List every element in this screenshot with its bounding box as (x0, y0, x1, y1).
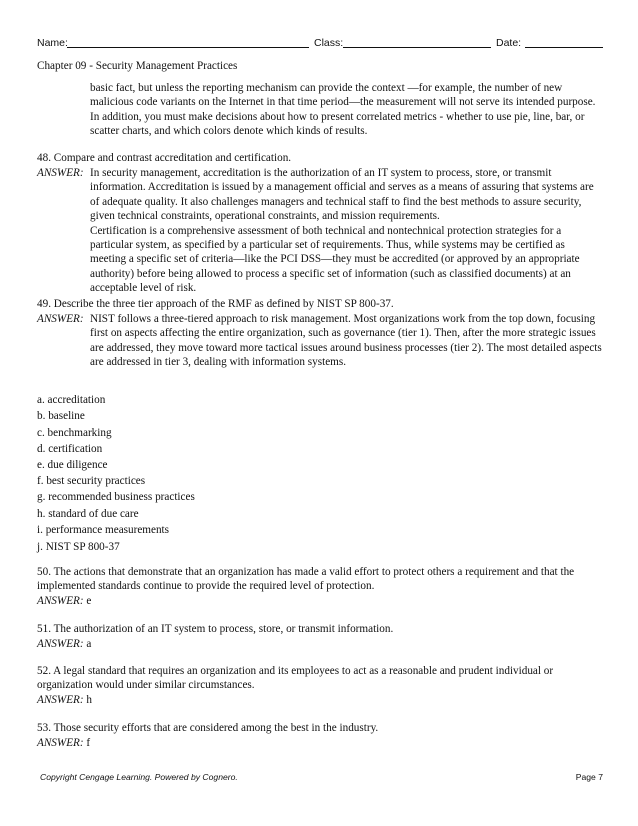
question-49: 49. Describe the three tier approach of the RMF as defined by NIST SP 800-37. (37, 298, 394, 310)
option-item: b. baseline (37, 410, 85, 422)
continuation-paragraph (90, 81, 603, 139)
answer-label-52: ANSWER: (37, 694, 84, 706)
answer-49 (90, 312, 603, 370)
option-item: h. standard of due care (37, 508, 139, 520)
option-item: f. best security practices (37, 475, 146, 487)
option-item: j. NIST SP 800-37 (37, 541, 120, 553)
answer-52 (37, 693, 603, 707)
option-item: a. accreditation (37, 394, 106, 406)
page-footer (40, 771, 603, 784)
date-blank-line (525, 47, 603, 48)
copyright-text: Copyright Cengage Learning. Powered by Cognero. (40, 772, 238, 782)
question-50: 50. The actions that demonstrate that an organization has made a valid effort to protect others a requirement and that the implemented standards continue to provide the required level of protection. (37, 566, 575, 593)
answer-48-paragraph-2: Certification is a comprehensive assessment of both technical and nontechnical protection strategies for a particular system, as specified by a particular set of requirements. Thus, while systems may be certified as meeting a specific set of criteria—like the PCI DSS—they must be accredited (or approved by an appropriate authority) before being allowed to process a specific set of information (such as classified documents) at an acceptable level of risk. (90, 224, 580, 295)
answer-value-51: a (86, 638, 92, 650)
question-53: 53. Those security efforts that are considered among the best in the industry. (37, 722, 379, 734)
answer-label-49: ANSWER: (37, 313, 84, 325)
answer-label-48: ANSWER: (37, 167, 84, 179)
name-blank-line (67, 47, 309, 48)
answer-value-53: f (86, 737, 91, 749)
chapter-title: Chapter 09 - Security Management Practices (37, 60, 238, 72)
class-blank-line (343, 47, 491, 48)
question-48: 48. Compare and contrast accreditation and certification. (37, 152, 292, 164)
answer-53 (37, 736, 603, 750)
answer-label-51: ANSWER: (37, 638, 84, 650)
answer-50 (37, 594, 603, 608)
class-label: Class: (314, 37, 344, 49)
answer-48-paragraph-1: In security management, accreditation is the authorization of an IT system to process, store, or transmit information. Accreditation is issued by a management official and serves as a means of assuring that systems are of adequate quality. It also challenges managers and technical staff to find the best methods to assure security, given technical constraints, operational constraints, and mission requirements. (90, 167, 594, 223)
question-52: 52. A legal standard that requires an organization and its employees to act as a reasonable and prudent individual or organization would under similar circumstances. (37, 665, 554, 692)
continuation-text: basic fact, but unless the reporting mechanism can provide the context —for example, the number of new malicious code variants on the Internet in that time period—the measurement will not serve its intended purpose. In addition, you must make decisions about how to present correlated metrics - whether to use pie, line, bar, or scatter charts, and which colors denote which kinds of results. (90, 82, 596, 138)
answer-48 (90, 166, 603, 296)
question-51: 51. The authorization of an IT system to process, store, or transmit information. (37, 623, 394, 635)
option-item: d. certification (37, 443, 103, 455)
answer-51 (37, 637, 603, 651)
answer-label-50: ANSWER: (37, 595, 84, 607)
answer-49-text: NIST follows a three-tiered approach to risk management. Most organizations work from the top down, focusing first on aspects affecting the entire organization, such as governance (tier 1). Then, after the more strategic issues are addressed, they move toward more tactical issues around business processes (tier 2). The most detailed aspects are addressed in tier 3, dealing with information systems. (90, 313, 602, 369)
date-label: Date: (496, 37, 522, 49)
option-item: c. benchmarking (37, 427, 112, 439)
option-item: e. due diligence (37, 459, 108, 471)
name-label: Name: (37, 37, 68, 49)
answer-value-50: e (86, 595, 92, 607)
answer-label-53: ANSWER: (37, 737, 84, 749)
answer-value-52: h (86, 694, 92, 706)
page-header (37, 36, 603, 50)
option-item: g. recommended business practices (37, 491, 195, 503)
option-item: i. performance measurements (37, 524, 170, 536)
page-number: Page 7 (575, 772, 603, 782)
